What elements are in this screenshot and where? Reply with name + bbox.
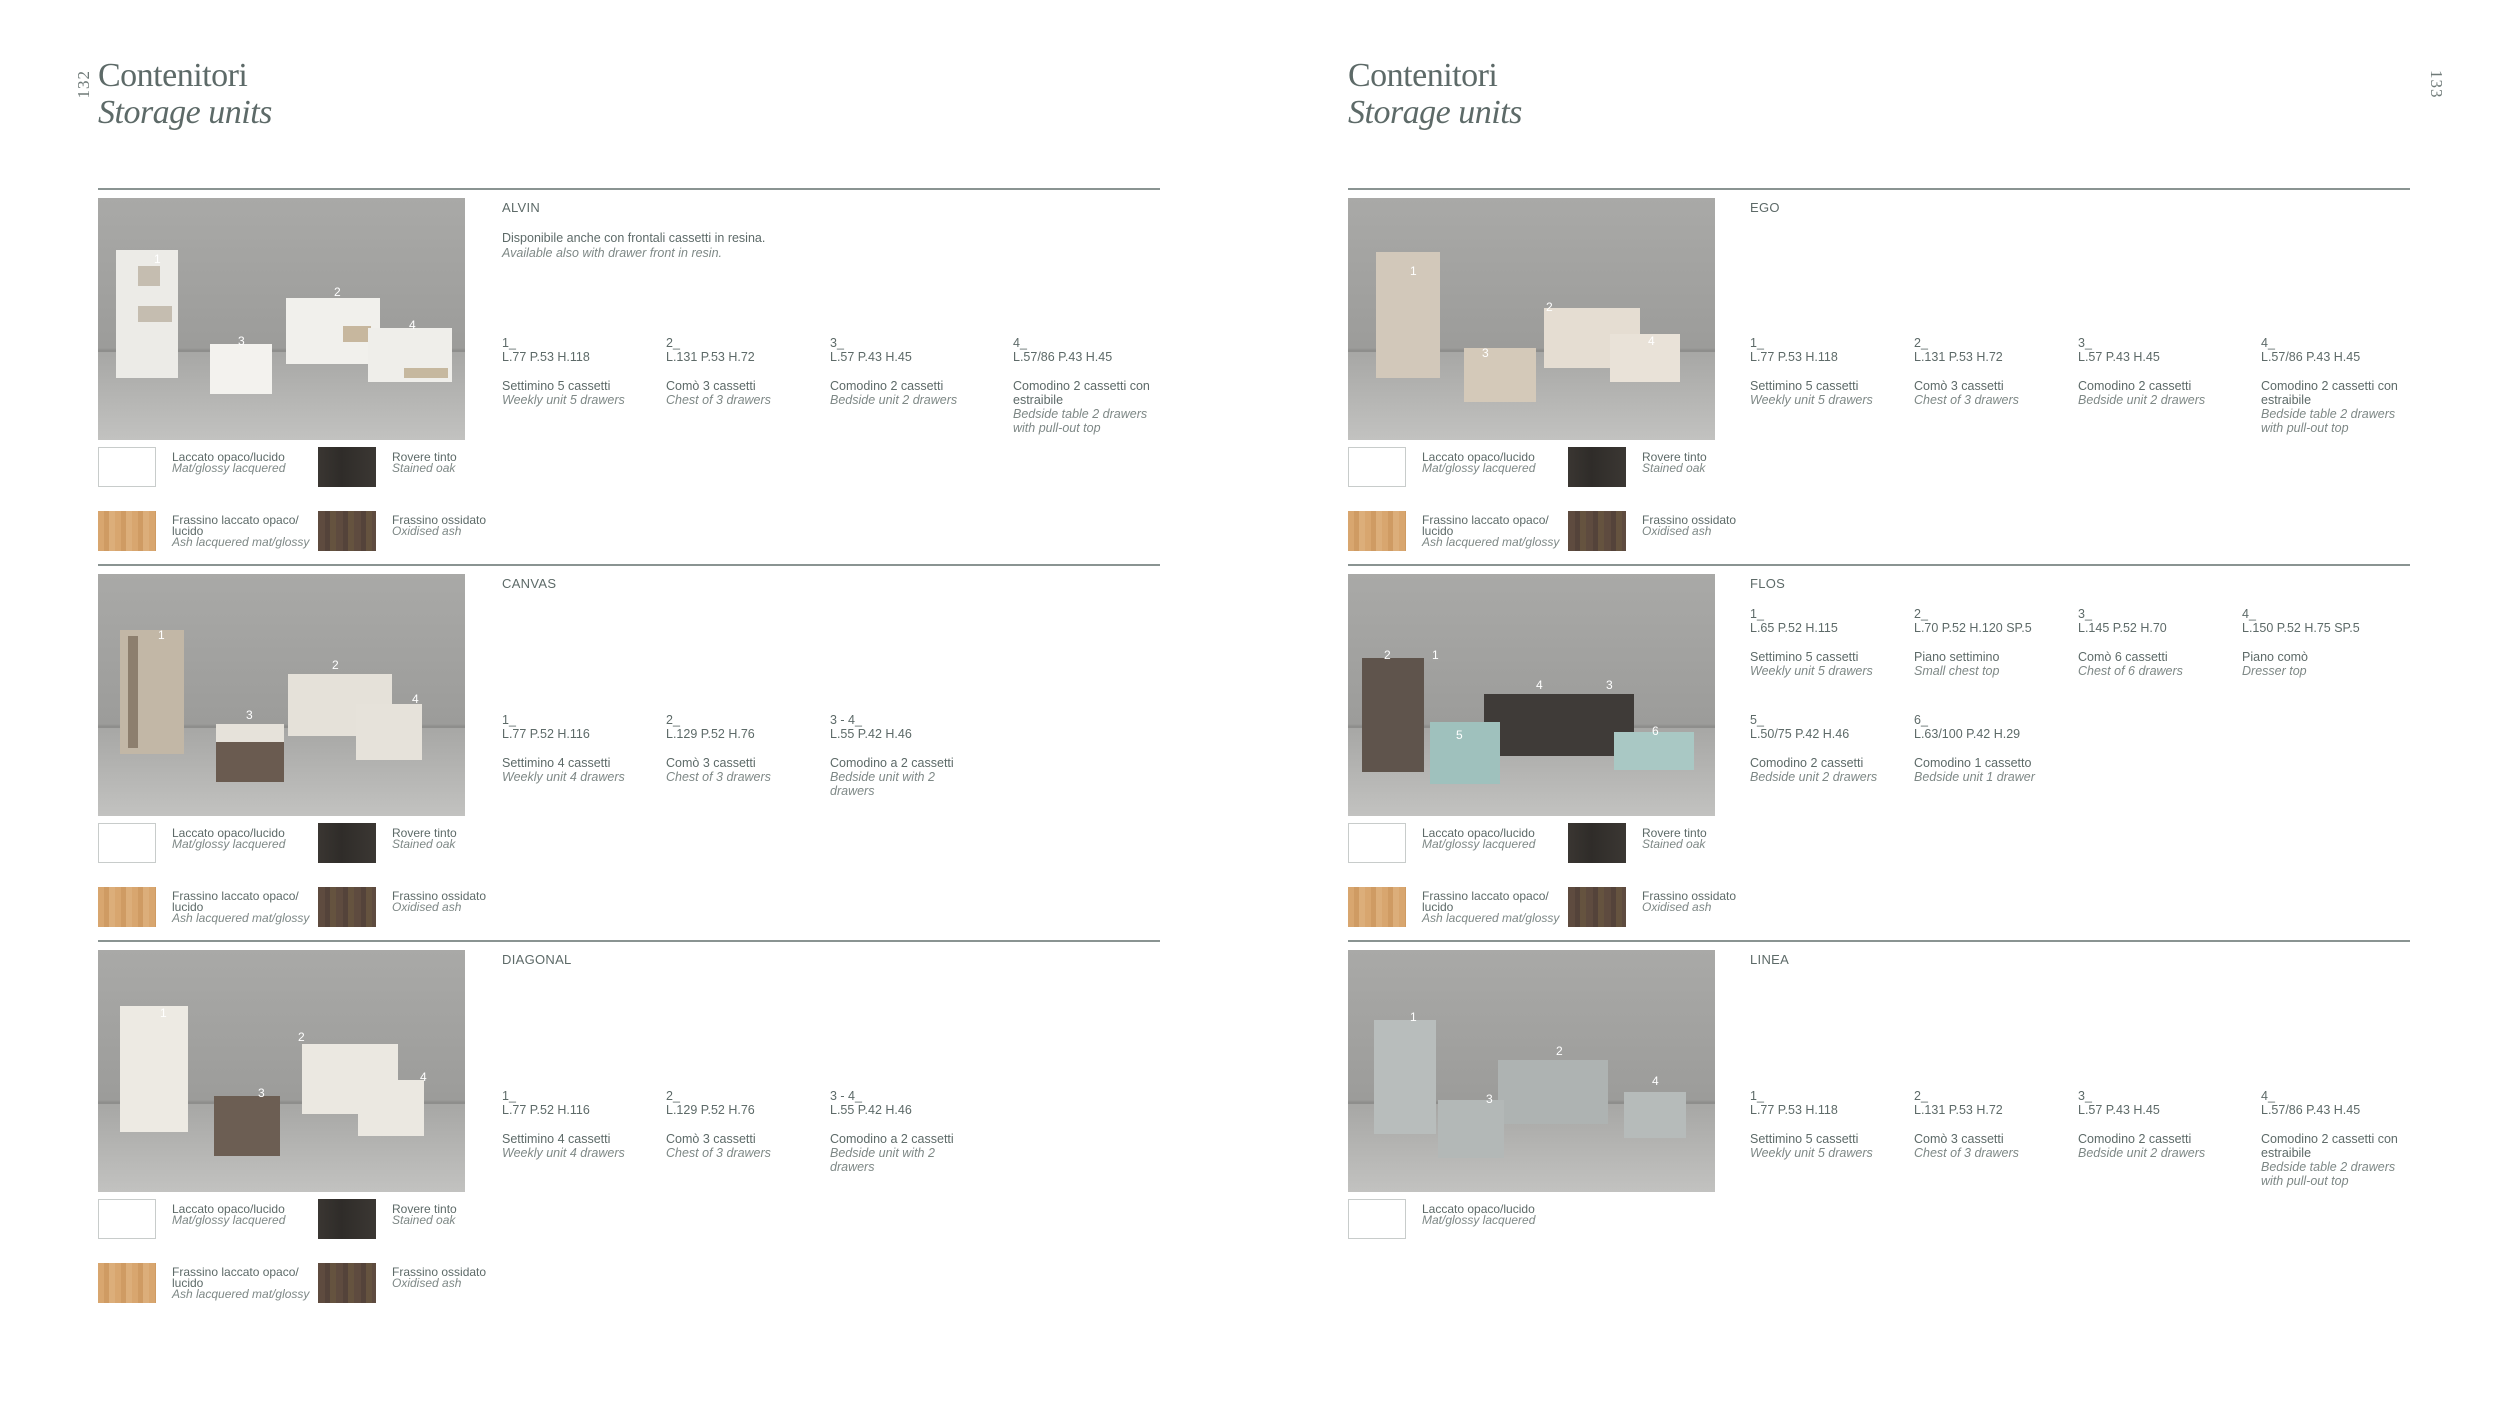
finish-label: Frassino ossidato Oxidised ash xyxy=(392,513,487,538)
product-name-diagonal: DIAGONAL xyxy=(502,952,572,967)
photo-label: 1 xyxy=(158,628,165,642)
photo-label: 3 xyxy=(246,708,253,722)
product-item: 4_ L.150 P.52 H.75 SP.5 Piano comò Dresser top xyxy=(2242,607,2360,678)
product-item: 3_ L.57 P.43 H.45 Comodino 2 cassetti Bedside unit 2 drawers xyxy=(830,336,958,407)
finish-label: Laccato opaco/lucido Mat/glossy lacquered xyxy=(1422,826,1536,851)
product-item: 4_ L.57/86 P.43 H.45 Comodino 2 cassetti con estraibile Bedside table 2 drawers with pull-out top xyxy=(1013,336,1150,435)
product-item: 5_ L.50/75 P.42 H.46 Comodino 2 cassetti Bedside unit 2 drawers xyxy=(1750,713,1878,784)
product-item: 2_ L.131 P.53 H.72 Comò 3 cassetti Chest of 3 drawers xyxy=(666,336,771,407)
finish-label: Laccato opaco/lucido Mat/glossy lacquered xyxy=(172,450,286,475)
section-divider xyxy=(1348,564,2410,566)
photo-label: 4 xyxy=(1648,334,1655,348)
product-name-flos: FLOS xyxy=(1750,576,1786,591)
product-photo-ego xyxy=(1348,198,1715,440)
title-english: Storage units xyxy=(1348,93,1522,131)
product-item: 2_ L.131 P.53 H.72 Comò 3 cassetti Chest of 3 drawers xyxy=(1914,1089,2019,1160)
product-item: 3_ L.145 P.52 H.70 Comò 6 cassetti Chest of 6 drawers xyxy=(2078,607,2183,678)
finish-swatch-oxidised xyxy=(1568,511,1626,551)
finish-label: Rovere tinto Stained oak xyxy=(1642,826,1707,851)
finish-swatch-ash xyxy=(1348,887,1406,927)
finish-swatch-white xyxy=(98,447,156,487)
photo-label: 3 xyxy=(1606,678,1613,692)
photo-label: 2 xyxy=(332,658,339,672)
photo-label: 2 xyxy=(1546,300,1553,314)
product-item: 4_ L.57/86 P.43 H.45 Comodino 2 cassetti con estraibile Bedside table 2 drawers with pull-out top xyxy=(2261,336,2398,435)
finish-label: Rovere tinto Stained oak xyxy=(392,826,457,851)
finish-label: Frassino laccato opaco/ lucido Ash lacquered mat/glossy xyxy=(172,513,310,549)
photo-label: 1 xyxy=(1432,648,1439,662)
finish-swatch-white xyxy=(1348,1199,1406,1239)
product-item: 1_ L.65 P.52 H.115 Settimino 5 cassetti Weekly unit 5 drawers xyxy=(1750,607,1873,678)
right-page xyxy=(1250,0,2500,1406)
product-name-ego: EGO xyxy=(1750,200,1780,215)
product-item: 2_ L.131 P.53 H.72 Comò 3 cassetti Chest of 3 drawers xyxy=(1914,336,2019,407)
finish-label: Frassino ossidato Oxidised ash xyxy=(392,1265,487,1290)
photo-label: 3 xyxy=(1482,346,1489,360)
finish-swatch-oxidised xyxy=(318,887,376,927)
finish-swatch-white xyxy=(1348,823,1406,863)
product-item: 3_ L.57 P.43 H.45 Comodino 2 cassetti Bedside unit 2 drawers xyxy=(2078,1089,2206,1160)
finish-swatch-oxidised xyxy=(318,1263,376,1303)
photo-label: 6 xyxy=(1652,724,1659,738)
finish-label: Frassino laccato opaco/ lucido Ash lacquered mat/glossy xyxy=(1422,513,1560,549)
product-item: 1_ L.77 P.53 H.118 Settimino 5 cassetti Weekly unit 5 drawers xyxy=(502,336,625,407)
photo-label: 5 xyxy=(1456,728,1463,742)
finish-swatch-white xyxy=(98,1199,156,1239)
photo-label: 1 xyxy=(1410,264,1417,278)
photo-label: 1 xyxy=(1410,1010,1417,1024)
photo-label: 4 xyxy=(420,1070,427,1084)
product-photo-linea xyxy=(1348,950,1715,1192)
title-italian: Contenitori xyxy=(98,57,248,94)
product-name-alvin: ALVIN xyxy=(502,200,541,215)
section-divider xyxy=(98,564,1160,566)
page-title xyxy=(1348,58,1522,131)
product-item: 3 - 4_ L.55 P.42 H.46 Comodino a 2 cassetti Bedside unit with 2 drawers xyxy=(830,1089,954,1174)
photo-label: 4 xyxy=(1536,678,1543,692)
finish-swatch-ash xyxy=(98,511,156,551)
section-divider xyxy=(98,940,1160,942)
photo-label: 4 xyxy=(412,692,419,706)
finish-label: Laccato opaco/lucido Mat/glossy lacquered xyxy=(172,1202,286,1227)
photo-label: 4 xyxy=(1652,1074,1659,1088)
finish-label: Rovere tinto Stained oak xyxy=(1642,450,1707,475)
product-item: 2_ L.70 P.52 H.120 SP.5 Piano settimino Small chest top xyxy=(1914,607,2032,678)
finish-swatch-oak xyxy=(1568,823,1626,863)
product-item: 3_ L.57 P.43 H.45 Comodino 2 cassetti Bedside unit 2 drawers xyxy=(2078,336,2206,407)
product-note: Disponibile anche con frontali cassetti in resina. Available also with drawer front in resin. xyxy=(502,231,766,260)
product-photo-canvas xyxy=(98,574,465,816)
product-photo-flos xyxy=(1348,574,1715,816)
photo-label: 2 xyxy=(334,285,341,299)
product-photo-diagonal xyxy=(98,950,465,1192)
product-photo-alvin xyxy=(98,198,465,440)
page-number: 132 xyxy=(74,70,93,99)
finish-swatch-ash xyxy=(98,887,156,927)
finish-swatch-oak xyxy=(1568,447,1626,487)
finish-swatch-ash xyxy=(1348,511,1406,551)
finish-label: Frassino laccato opaco/ lucido Ash lacquered mat/glossy xyxy=(172,889,310,925)
finish-swatch-white xyxy=(98,823,156,863)
photo-label: 2 xyxy=(298,1030,305,1044)
product-item: 1_ L.77 P.53 H.118 Settimino 5 cassetti Weekly unit 5 drawers xyxy=(1750,1089,1873,1160)
finish-label: Rovere tinto Stained oak xyxy=(392,450,457,475)
finish-swatch-white xyxy=(1348,447,1406,487)
section-divider xyxy=(98,188,1160,190)
photo-label: 2 xyxy=(1556,1044,1563,1058)
title-italian: Contenitori xyxy=(1348,57,1498,94)
photo-label: 1 xyxy=(160,1006,167,1020)
product-item: 1_ L.77 P.52 H.116 Settimino 4 cassetti Weekly unit 4 drawers xyxy=(502,713,625,784)
section-divider xyxy=(1348,940,2410,942)
finish-swatch-oak xyxy=(318,823,376,863)
title-english: Storage units xyxy=(98,93,272,131)
page-number: 133 xyxy=(2427,70,2446,99)
product-item: 1_ L.77 P.52 H.116 Settimino 4 cassetti Weekly unit 4 drawers xyxy=(502,1089,625,1160)
finish-label: Laccato opaco/lucido Mat/glossy lacquered xyxy=(1422,450,1536,475)
photo-label: 3 xyxy=(258,1086,265,1100)
finish-swatch-oak xyxy=(318,447,376,487)
finish-label: Laccato opaco/lucido Mat/glossy lacquered xyxy=(172,826,286,851)
product-item: 2_ L.129 P.52 H.76 Comò 3 cassetti Chest of 3 drawers xyxy=(666,713,771,784)
product-name-canvas: CANVAS xyxy=(502,576,557,591)
finish-swatch-oxidised xyxy=(1568,887,1626,927)
photo-label: 4 xyxy=(409,318,416,332)
finish-label: Frassino ossidato Oxidised ash xyxy=(1642,889,1737,914)
finish-label: Frassino laccato opaco/ lucido Ash lacquered mat/glossy xyxy=(1422,889,1560,925)
product-item: 3 - 4_ L.55 P.42 H.46 Comodino a 2 cassetti Bedside unit with 2 drawers xyxy=(830,713,954,798)
finish-label: Rovere tinto Stained oak xyxy=(392,1202,457,1227)
product-item: 2_ L.129 P.52 H.76 Comò 3 cassetti Chest of 3 drawers xyxy=(666,1089,771,1160)
finish-swatch-oxidised xyxy=(318,511,376,551)
product-item: 1_ L.77 P.53 H.118 Settimino 5 cassetti Weekly unit 5 drawers xyxy=(1750,336,1873,407)
page-title xyxy=(98,58,272,131)
product-item: 6_ L.63/100 P.42 H.29 Comodino 1 cassetto Bedside unit 1 drawer xyxy=(1914,713,2035,784)
finish-label: Frassino ossidato Oxidised ash xyxy=(392,889,487,914)
finish-label: Frassino ossidato Oxidised ash xyxy=(1642,513,1737,538)
finish-label: Laccato opaco/lucido Mat/glossy lacquered xyxy=(1422,1202,1536,1227)
product-name-linea: LINEA xyxy=(1750,952,1790,967)
finish-swatch-oak xyxy=(318,1199,376,1239)
photo-label: 3 xyxy=(238,334,245,348)
section-divider xyxy=(1348,188,2410,190)
finish-swatch-ash xyxy=(98,1263,156,1303)
finish-label: Frassino laccato opaco/ lucido Ash lacquered mat/glossy xyxy=(172,1265,310,1301)
photo-label: 2 xyxy=(1384,648,1391,662)
photo-label: 3 xyxy=(1486,1092,1493,1106)
photo-label: 1 xyxy=(154,252,161,266)
product-item: 4_ L.57/86 P.43 H.45 Comodino 2 cassetti con estraibile Bedside table 2 drawers with pull-out top xyxy=(2261,1089,2398,1188)
